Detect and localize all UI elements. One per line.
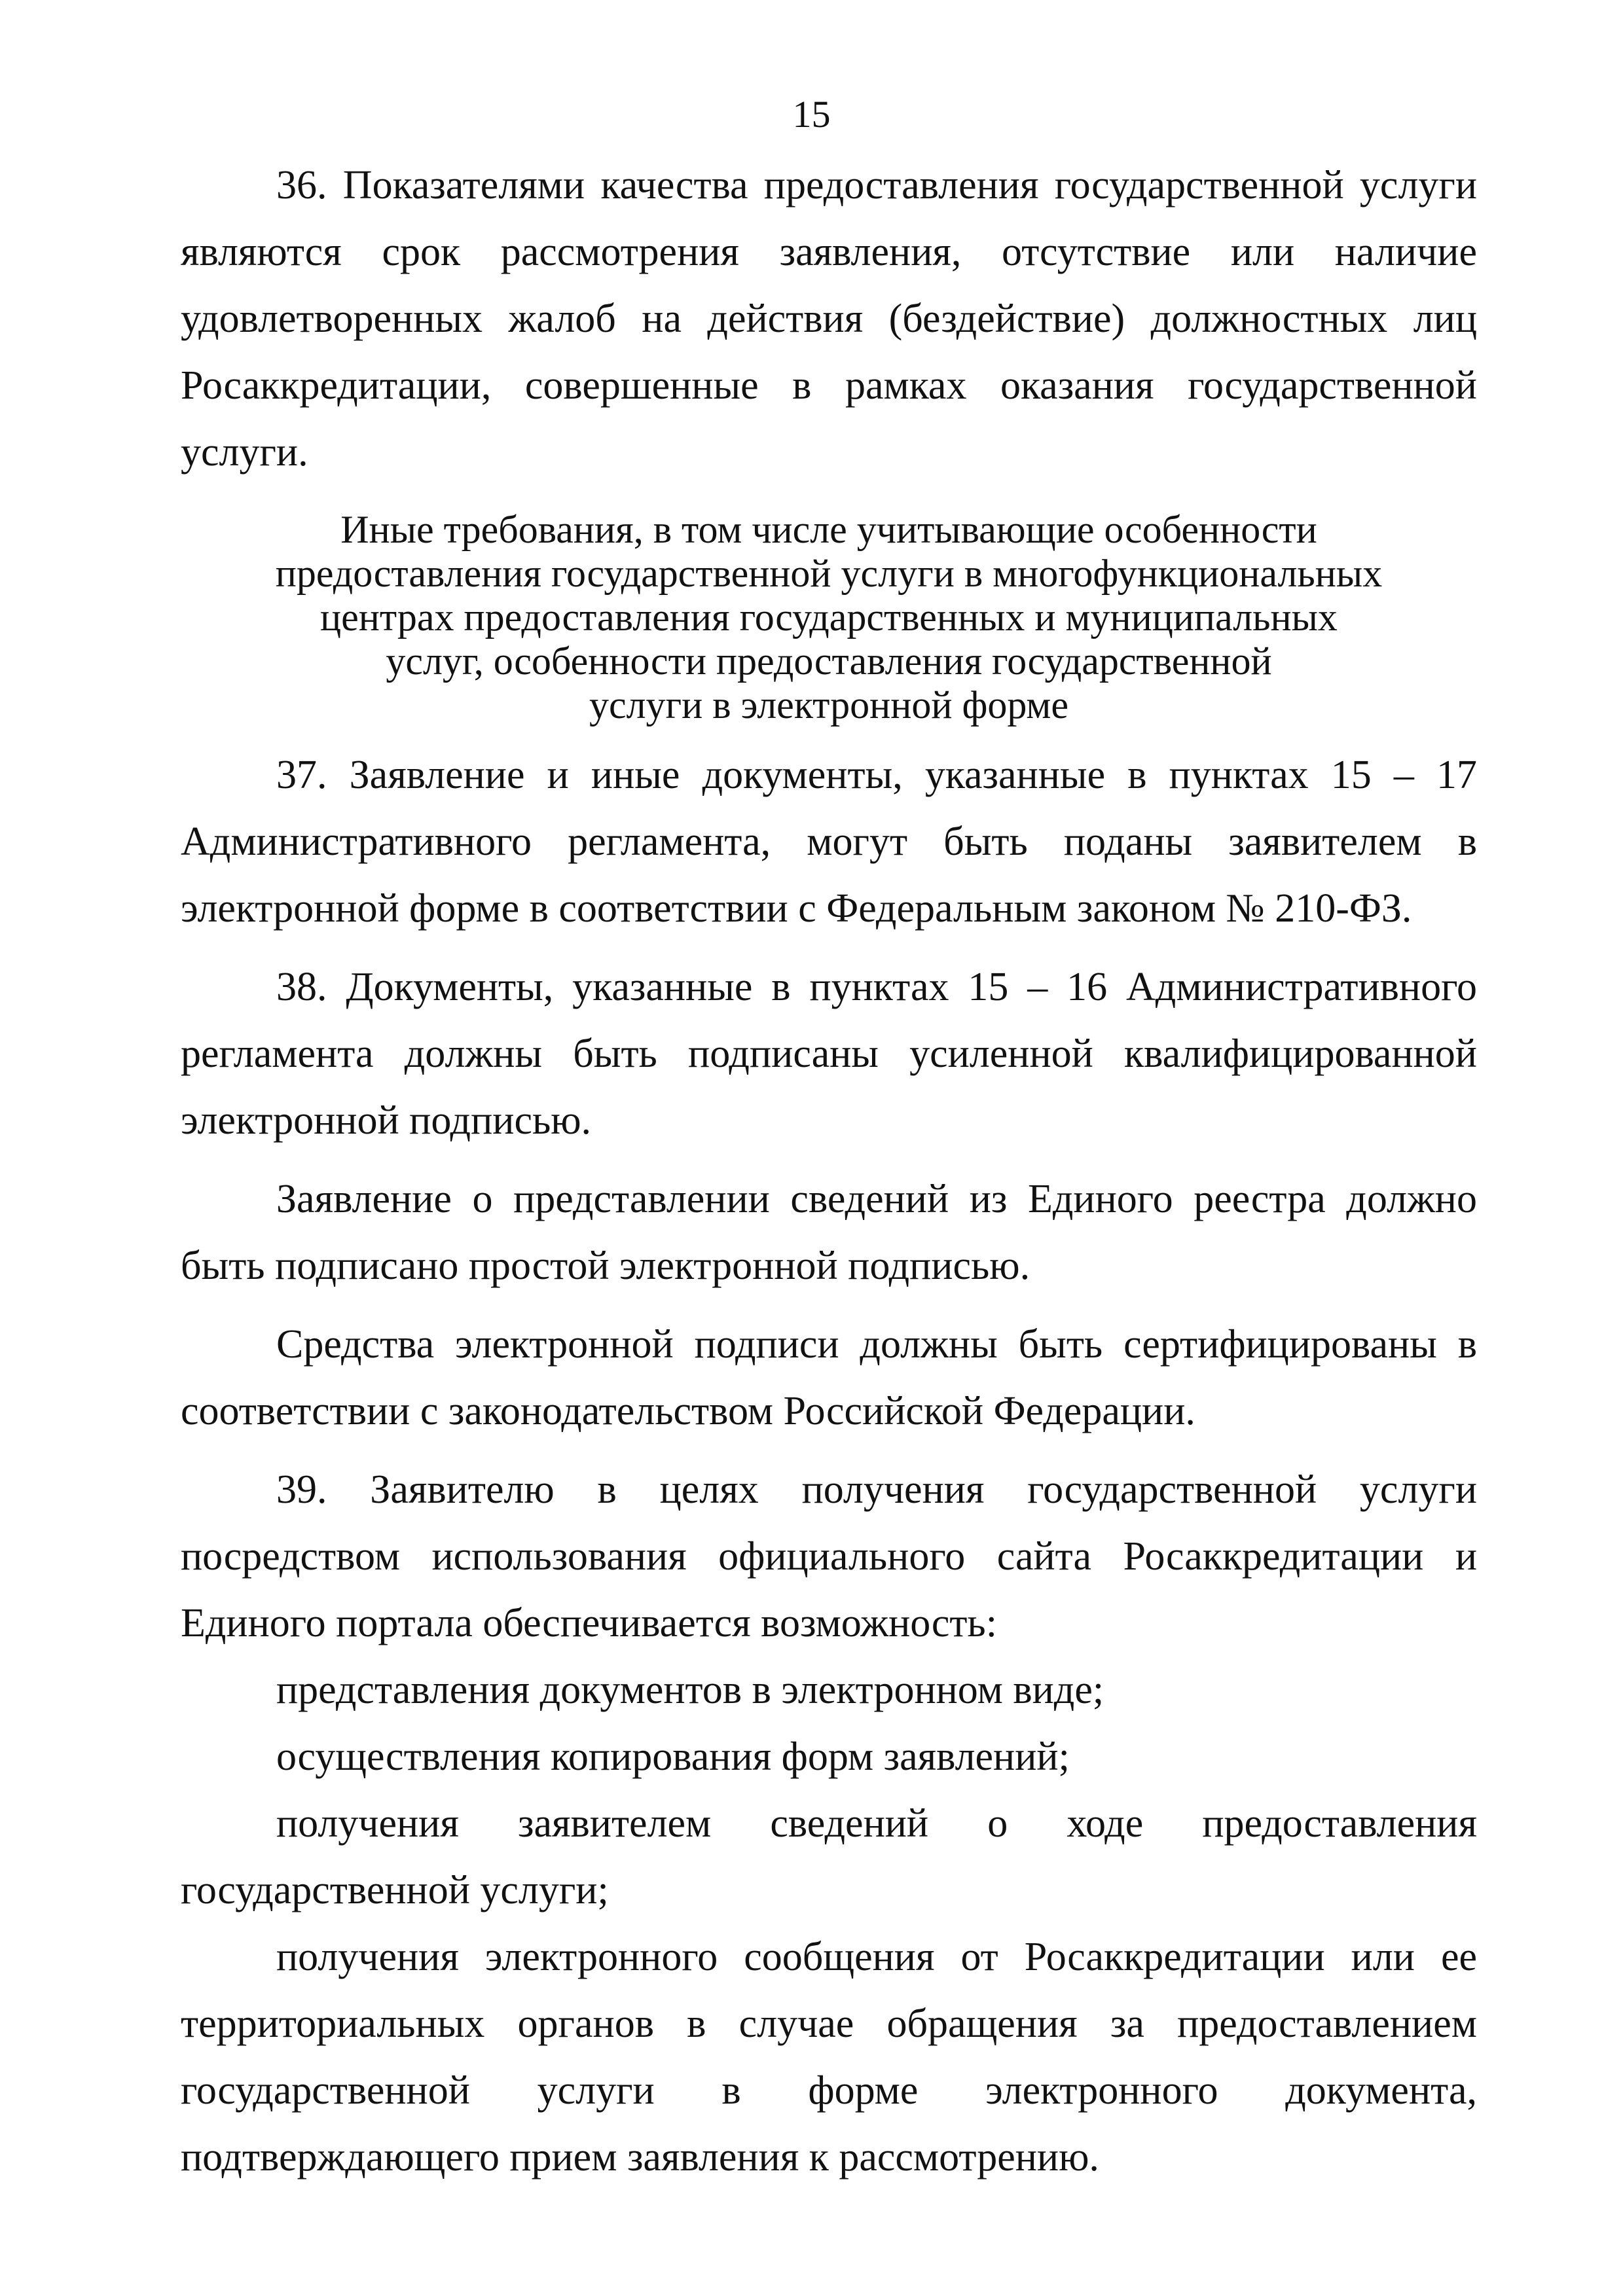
list-item: получения электронного сообщения от Росаккредитации или ее территориальных органов в случае обращения за предоставлением государственной услуги в форме электронного документа, подтверждающего прием заявления к рассмотрению.	[181, 1935, 1477, 2179]
paragraph-signature-tools: Средства электронной подписи должны быть сертифицированы в соответствии с законодательством Российской Федерации.	[181, 1322, 1477, 1433]
section-heading-line: центрах предоставления государственных и муниципальных	[320, 596, 1338, 639]
list-item: представления документов в электронном виде;	[276, 1668, 1104, 1712]
paragraph-39: 39. Заявителю в целях получения государственной услуги посредством использования официального сайта Росаккредитации и Единого портала обеспечивается возможность:	[181, 1467, 1477, 1645]
document-body	[181, 152, 1477, 2191]
section-heading-line: предоставления государственной услуги в многофункциональных	[275, 552, 1383, 595]
paragraph-36: 36. Показателями качества предоставления государственной услуги являются срок рассмотрения заявления, отсутствие или наличие удовлетворенных жалоб на действия (бездействие) должностных лиц Росаккредитации, совершенные в рамках оказания государственной услуги.	[181, 163, 1477, 475]
section-heading	[181, 508, 1477, 727]
page-number: 15	[792, 93, 831, 135]
section-heading-line: Иные требования, в том числе учитывающие особенности	[340, 508, 1317, 551]
section-heading-line: услуг, особенности предоставления государственной	[386, 639, 1272, 683]
list-item: получения заявителем сведений о ходе предоставления государственной услуги;	[181, 1801, 1477, 1912]
paragraph-simple-signature: Заявление о представлении сведений из Единого реестра должно быть подписано простой электронной подписью.	[181, 1177, 1477, 1288]
section-heading-line: услуги в электронной форме	[589, 683, 1069, 726]
list-item: осуществления копирования форм заявлений;	[276, 1734, 1070, 1779]
paragraph-38: 38. Документы, указанные в пунктах 15 – 16 Административного регламента должны быть подписаны усиленной квалифицированной электронной подписью.	[181, 965, 1477, 1143]
paragraph-37: 37. Заявление и иные документы, указанные в пунктах 15 – 17 Административного регламента, могут быть поданы заявителем в электронной форме в соответствии с Федеральным законом № 210-ФЗ.	[181, 753, 1477, 931]
